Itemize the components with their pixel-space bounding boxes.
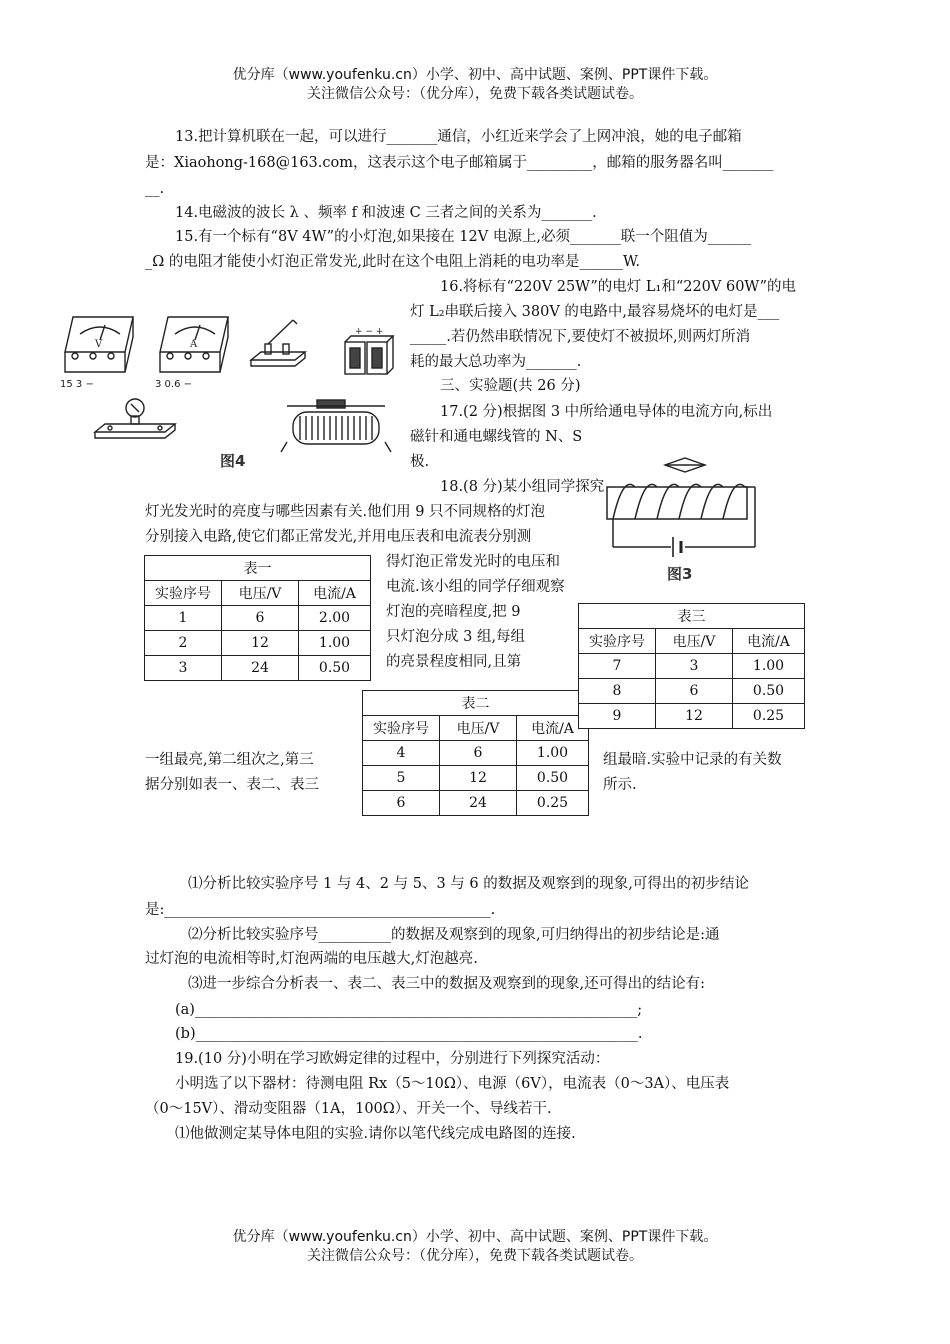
table-row (363, 766, 589, 791)
table-cell: 8 (579, 679, 656, 704)
q18-part1-line-2: 是:_____________________________________________. (145, 902, 496, 918)
table-cell: 0.25 (733, 704, 805, 729)
table-row (145, 631, 371, 656)
q18-line-3: 分别接入电路,使它们都正常发光,并用电压表和电流表分别测 (145, 529, 532, 545)
table-cell: 0.50 (299, 656, 371, 681)
q13-line-3: __. (145, 181, 165, 197)
table-cell: 1 (145, 606, 222, 631)
q15-line-1: 15.有一个标有“8V 4W”的小灯泡,如果接在 12V 电源上,必须_______联一个阻值为______ (175, 229, 752, 245)
lamp-icon (95, 399, 175, 438)
table-cell: 9 (579, 704, 656, 729)
q17-line-1: 17.(2 分)根据图 3 中所给通电导体的电流方向,标出 (440, 404, 773, 420)
q19-line-4: ⑴他做测定某导体电阻的实验.请你以笔代线完成电路图的连接. (175, 1126, 576, 1142)
table-3 (578, 603, 805, 729)
table-cell: 3 (145, 656, 222, 681)
table-1 (144, 555, 371, 681)
q18-left-1: 一组最亮,第二组次之,第三 (145, 752, 314, 768)
table-cell: 6 (440, 741, 517, 766)
q18-part3: ⑶进一步综合分析表一、表二、表三中的数据及观察到的现象,还可得出的结论有: (188, 976, 705, 992)
footer-line-1: 优分库（www.youfenku.cn）小学、初中、高中试题、案例、PPT课件下载。 (232, 1229, 718, 1245)
table-cell: 4 (363, 741, 440, 766)
table-cell: 7 (579, 654, 656, 679)
table-row (363, 791, 589, 816)
q18-part1-line-1: ⑴分析比较实验序号 1 与 4、2 与 5、3 与 6 的数据及观察到的现象,可得出的初步结论 (188, 876, 749, 892)
table-cell: 1.00 (733, 654, 805, 679)
table-row (363, 741, 589, 766)
table-cell: 0.50 (517, 766, 589, 791)
q17-line-3: 极. (410, 454, 430, 470)
q16-line-3: _____.若仍然串联情况下,要使灯不被损坏,则两灯所消 (410, 329, 751, 345)
voltmeter-icon (60, 317, 133, 390)
table-3-header: 电压/V (656, 629, 733, 654)
q18-part3-a: (a)_____________________________________________________________; (175, 1002, 643, 1018)
figure-4-caption: 图4 (220, 452, 246, 470)
q16-line-1: 16.将标有“220V 25W”的电灯 L₁和“220V 60W”的电 (440, 279, 797, 295)
table-row (579, 654, 805, 679)
ammeter-scale: 3 0.6 − (155, 379, 193, 390)
q18-line-2: 灯光发光时的亮度与哪些因素有关.他们用 9 只不同规格的灯泡 (145, 504, 546, 520)
figure-3-caption: 图3 (667, 565, 693, 583)
page-header (0, 66, 950, 104)
header-line-1: 优分库（www.youfenku.cn）小学、初中、高中试题、案例、PPT课件下载。 (232, 67, 718, 83)
q18-mid-4: 只灯泡分成 3 组,每组 (386, 629, 526, 645)
rheostat-icon (281, 400, 391, 452)
q18-mid-5: 的亮景程度相同,且第 (386, 654, 522, 670)
q18-mid-3: 灯泡的亮暗程度,把 9 (386, 604, 521, 620)
q18-right-1: 组最暗.实验中记录的有关数 (603, 752, 782, 768)
voltmeter-scale: 15 3 − (60, 379, 94, 390)
table-cell: 6 (222, 606, 299, 631)
footer-line-2: 关注微信公众号：（优分库），免费下载各类试题试卷。 (307, 1248, 643, 1264)
table-cell: 2.00 (299, 606, 371, 631)
q18-left-2: 据分别如表一、表二、表三 (145, 777, 319, 793)
table-2-header: 电流/A (517, 716, 589, 741)
table-cell: 2 (145, 631, 222, 656)
q16-line-4: 耗的最大总功率为_______. (410, 354, 582, 370)
table-1-header: 电流/A (299, 581, 371, 606)
q18-part2-line-2: 过灯泡的电流相等时,灯泡两端的电压越大,灯泡越亮. (145, 951, 478, 967)
q18-line-1: 18.(8 分)某小组同学探究 (440, 479, 605, 495)
table-1-header: 实验序号 (145, 581, 222, 606)
table-row (145, 606, 371, 631)
voltmeter-label: V (95, 339, 103, 350)
q17-line-2: 磁针和通电螺线管的 N、S (410, 429, 583, 445)
table-2-title: 表二 (363, 691, 589, 716)
q18-part3-b: (b)_____________________________________________________________. (175, 1026, 643, 1042)
figure-3 (605, 455, 765, 585)
svg-text:+ − +: + − + (355, 327, 384, 337)
table-cell: 24 (222, 656, 299, 681)
table-3-header: 电流/A (733, 629, 805, 654)
q19-line-2: 小明选了以下器材：待测电阻 Rx（5～10Ω）、电源（6V），电流表（0～3A）、电压表 (175, 1076, 730, 1092)
table-cell: 12 (656, 704, 733, 729)
q14-line-1: 14.电磁波的波长 λ 、频率 f 和波速 C 三者之间的关系为_______. (175, 205, 597, 221)
table-cell: 3 (656, 654, 733, 679)
solenoid-icon (607, 484, 755, 547)
q18-mid-2: 电流.该小组的同学仔细观察 (386, 579, 565, 595)
table-3-header: 实验序号 (579, 629, 656, 654)
q19-line-1: 19.(10 分)小明在学习欧姆定律的过程中，分别进行下列探究活动： (175, 1051, 610, 1067)
battery-icon (345, 327, 393, 374)
table-row (145, 656, 371, 681)
table-row (579, 704, 805, 729)
table-cell: 24 (440, 791, 517, 816)
q15-line-2: _Ω 的电阻才能使小灯泡正常发光,此时在这个电阻上消耗的电功率是______W. (145, 254, 640, 270)
table-cell: 12 (222, 631, 299, 656)
table-cell: 0.50 (733, 679, 805, 704)
header-line-2: 关注微信公众号：（优分库），免费下载各类试题试卷。 (307, 86, 643, 102)
table-1-header: 电压/V (222, 581, 299, 606)
table-2-header: 实验序号 (363, 716, 440, 741)
table-cell: 5 (363, 766, 440, 791)
q13-line-1: 13.把计算机联在一起，可以进行_______通信，小红近来学会了上网冲浪，她的电子邮箱 (175, 129, 742, 145)
compass-needle-icon (665, 458, 705, 472)
page-footer (0, 1228, 950, 1266)
table-2 (362, 690, 589, 816)
ammeter-label: A (190, 339, 198, 350)
table-1-title: 表一 (145, 556, 371, 581)
table-2-header: 电压/V (440, 716, 517, 741)
table-cell: 6 (656, 679, 733, 704)
table-cell: 1.00 (299, 631, 371, 656)
table-cell: 0.25 (517, 791, 589, 816)
switch-icon (251, 320, 305, 366)
q18-right-2: 所示. (603, 777, 637, 793)
table-cell: 1.00 (517, 741, 589, 766)
table-3-title: 表三 (579, 604, 805, 629)
table-cell: 12 (440, 766, 517, 791)
q19-line-3: （0～15V）、滑动变阻器（1A，100Ω）、开关一个、导线若干. (145, 1101, 552, 1117)
q18-mid-1: 得灯泡正常发光时的电压和 (386, 554, 560, 570)
table-row (579, 679, 805, 704)
section-3-title: 三、实验题(共 26 分) (440, 378, 581, 394)
table-cell: 6 (363, 791, 440, 816)
q18-part2-line-1: ⑵分析比较实验序号__________的数据及观察到的现象,可归纳得出的初步结论是:通 (188, 927, 720, 943)
q13-line-2: 是：Xiaohong-168@163.com，这表示这个电子邮箱属于_________，邮箱的服务器名叫_______ (145, 155, 774, 171)
q16-line-2: 灯 L₂串联后接入 380V 的电路中,最容易烧坏的电灯是___ (410, 304, 780, 320)
figure-4 (55, 292, 405, 477)
ammeter-icon (155, 317, 228, 390)
battery-symbol-icon (673, 537, 681, 557)
